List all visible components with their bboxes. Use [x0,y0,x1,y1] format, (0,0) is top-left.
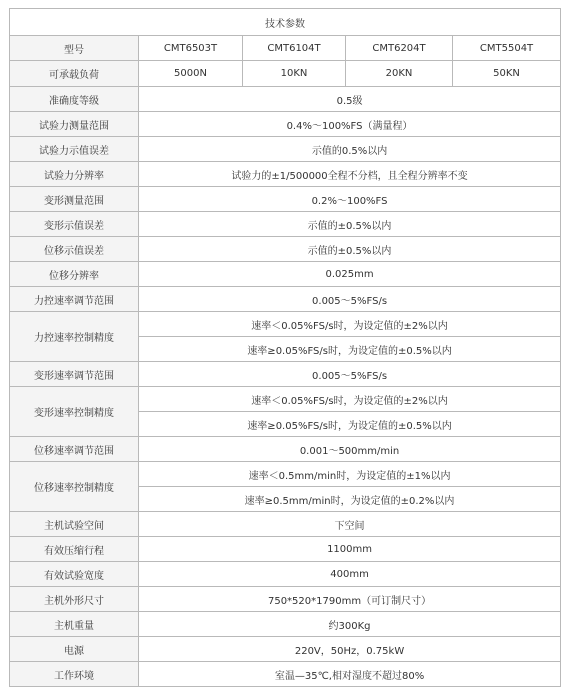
model-label: 型号 [10,36,139,61]
row-value: 约300Kg [139,612,561,637]
row-label: 力控速率控制精度 [10,312,139,362]
row-label: 变形测量范围 [10,187,139,212]
load-cell: 10KN [243,61,346,87]
row-value: 试验力的±1/500000全程不分档，且全程分辨率不变 [139,162,561,187]
table-row [10,262,561,287]
table-row [10,437,561,462]
row-label: 主机重量 [10,612,139,637]
row-value: 速率≥0.05%FS/s时，为设定值的±0.5%以内 [139,412,561,437]
row-label: 有效试验宽度 [10,562,139,587]
row-value: 0.001～500mm/min [139,437,561,462]
row-label: 变形速率控制精度 [10,387,139,437]
row-value: 0.5级 [139,87,561,112]
table-row [10,362,561,387]
title-row [10,9,561,36]
model-cell: CMT6104T [243,36,346,61]
model-cell: CMT6204T [346,36,453,61]
table-row [10,587,561,612]
load-cell: 20KN [346,61,453,87]
row-value: 速率＜0.05%FS/s时，为设定值的±2%以内 [139,312,561,337]
load-cell: 5000N [139,61,243,87]
row-value: 速率≥0.5mm/min时，为设定值的±0.2%以内 [139,487,561,512]
row-value: 750*520*1790mm（可订制尺寸） [139,587,561,612]
row-value: 1100mm [139,537,561,562]
row-value: 室温—35℃,相对湿度不超过80% [139,662,561,687]
row-label: 变形示值误差 [10,212,139,237]
row-label: 试验力示值误差 [10,137,139,162]
table-row [10,662,561,687]
table-row [10,512,561,537]
row-value: 速率≥0.05%FS/s时，为设定值的±0.5%以内 [139,337,561,362]
table-row [10,287,561,312]
table-row [10,162,561,187]
row-value: 示值的±0.5%以内 [139,237,561,262]
row-label: 主机外形尺寸 [10,587,139,612]
row-value: 0.005～5%FS/s [139,287,561,312]
row-label: 变形速率调节范围 [10,362,139,387]
row-value: 0.025mm [139,262,561,287]
table-row [10,462,561,487]
table-row [10,387,561,412]
model-row [10,36,561,61]
row-value: 220V，50Hz，0.75kW [139,637,561,662]
spec-table [9,8,561,687]
row-value: 0.2%～100%FS [139,187,561,212]
row-value: 速率＜0.5mm/min时，为设定值的±1%以内 [139,462,561,487]
row-label: 位移示值误差 [10,237,139,262]
table-row [10,187,561,212]
model-cell: CMT6503T [139,36,243,61]
row-value: 0.005～5%FS/s [139,362,561,387]
row-label: 位移速率控制精度 [10,462,139,512]
row-label: 工作环境 [10,662,139,687]
table-row [10,112,561,137]
table-row [10,137,561,162]
table-row [10,537,561,562]
table-row [10,237,561,262]
row-value: 速率＜0.05%FS/s时，为设定值的±2%以内 [139,387,561,412]
table-row [10,212,561,237]
table-row [10,312,561,337]
row-value: 示值的±0.5%以内 [139,212,561,237]
row-value: 0.4%～100%FS（满量程） [139,112,561,137]
table-row [10,612,561,637]
row-value: 示值的0.5%以内 [139,137,561,162]
row-value: 400mm [139,562,561,587]
table-row [10,87,561,112]
row-value: 下空间 [139,512,561,537]
row-label: 电源 [10,637,139,662]
row-label: 准确度等级 [10,87,139,112]
load-cell: 50KN [453,61,561,87]
row-label: 力控速率调节范围 [10,287,139,312]
row-label: 试验力测量范围 [10,112,139,137]
row-label: 有效压缩行程 [10,537,139,562]
row-label: 试验力分辨率 [10,162,139,187]
table-title: 技术参数 [10,9,561,36]
row-label: 位移速率调节范围 [10,437,139,462]
row-label: 主机试验空间 [10,512,139,537]
table-row [10,637,561,662]
row-label: 位移分辨率 [10,262,139,287]
model-cell: CMT5504T [453,36,561,61]
table-row [10,562,561,587]
load-label: 可承载负荷 [10,61,139,87]
load-row [10,61,561,87]
